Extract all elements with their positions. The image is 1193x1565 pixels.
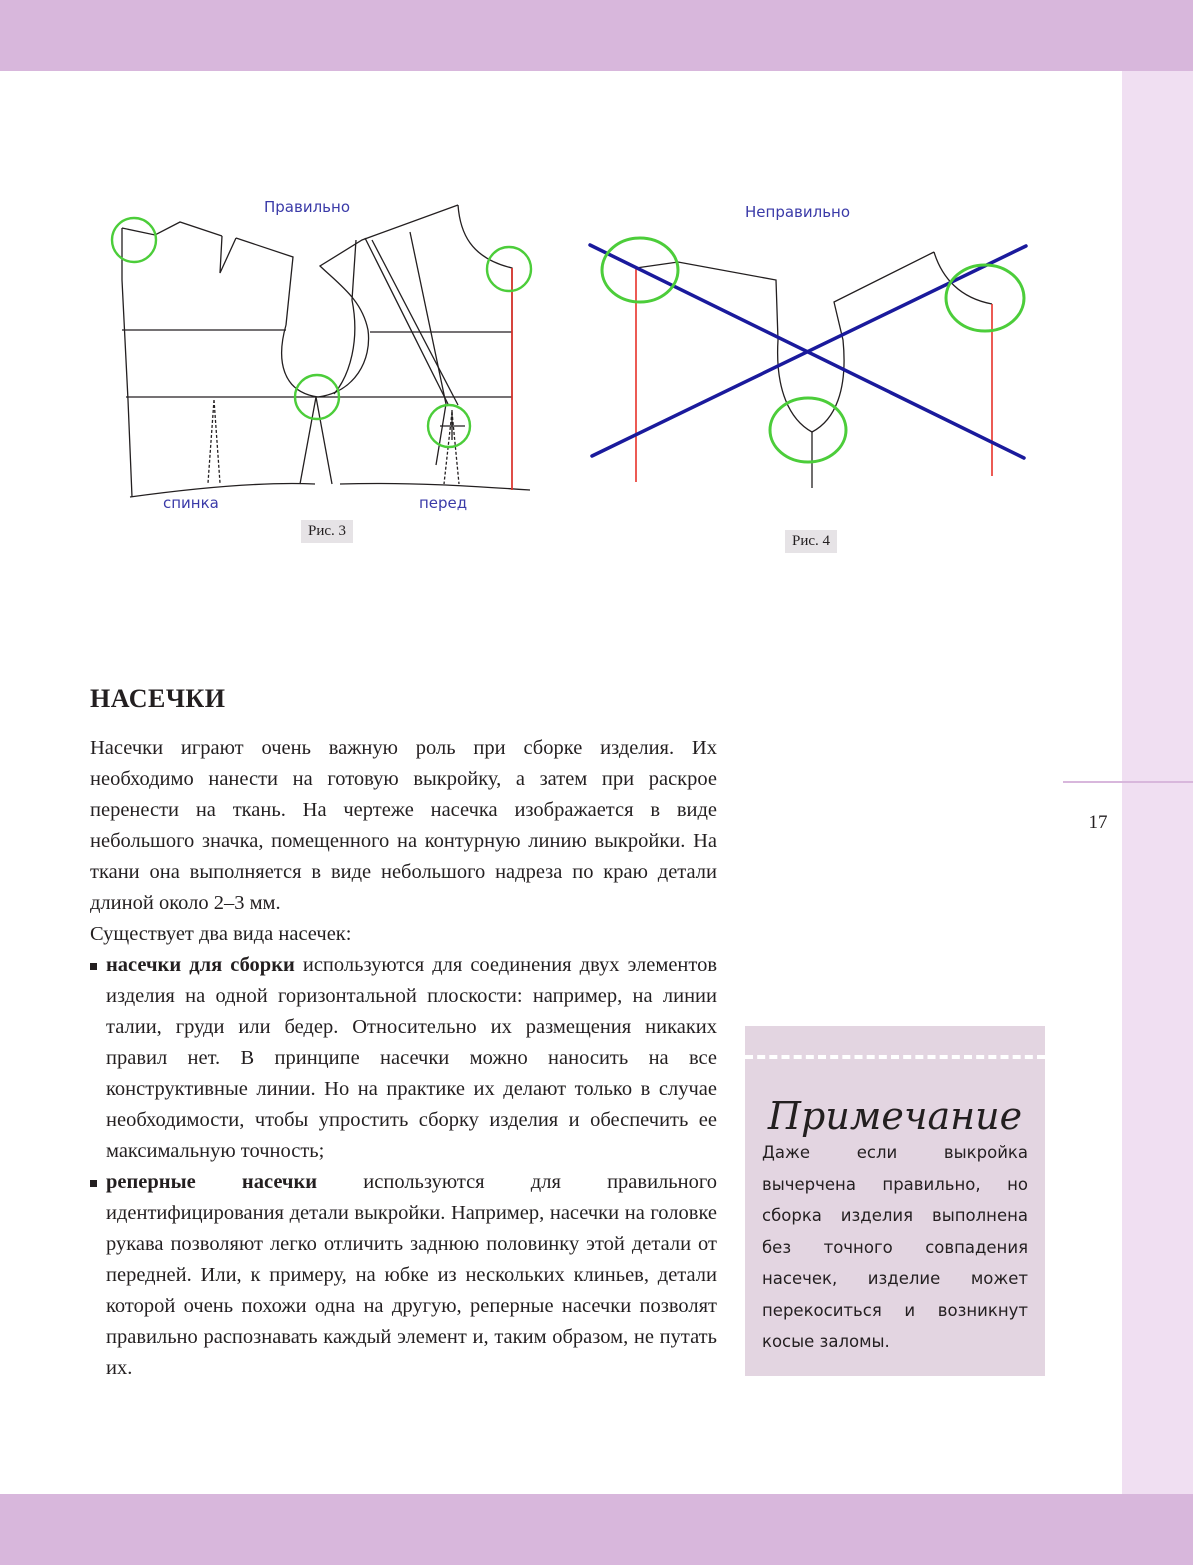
- notch-types-list: [90, 950, 717, 1384]
- note-text: Даже если выкройка вычерчена правильно, но сборка изделия выполнена без точного совпадения насечек, изделие может перекоситься и возникнут косые заломы.: [762, 1143, 1028, 1351]
- note-title: Примечание: [767, 1094, 1023, 1138]
- list-item: [90, 950, 717, 1167]
- figure-3-caption: Рис. 3: [301, 520, 353, 543]
- bottom-band: [0, 1494, 1193, 1565]
- note-dashed-divider: [745, 1055, 1045, 1059]
- list-item: [90, 1167, 717, 1384]
- figure-4-title: Неправильно: [745, 203, 851, 221]
- figure-4-caption: Рис. 4: [785, 530, 837, 553]
- section-heading: НАСЕЧКИ: [90, 684, 226, 713]
- figure-3-label-front: перед: [419, 494, 468, 512]
- types-lead: Существует два вида насечек:: [90, 923, 352, 945]
- list-item-text: используются для соединения двух элементов изделия на одной горизонтальной плоскости: например, на линии талии, груди или бедер. Относительно их размещения никаких правил нет. В принципе насечки можно наносить на все конструктивные линии. Но на практике их делают только в случае необходимости, чтобы упростить сборку изделия и обеспечить ее максимальную точность;: [106, 954, 718, 1162]
- list-item-term: реперные насечки: [106, 1171, 318, 1193]
- figure-3-drawing: [0, 0, 560, 560]
- figure-3-title: Правильно: [264, 198, 350, 216]
- note-box: [745, 1026, 1045, 1376]
- page-number: 17: [1088, 812, 1108, 833]
- intro-paragraph: Насечки играют очень важную роль при сборке изделия. Их необходимо нанести на готовую выкройку, а затем при раскрое перенести на ткань. На чертеже насечка изображается в виде небольшого значка, помещенного на контурную линию выкройки. На ткани она выполняется в виде небольшого надреза по краю детали длиной около 2–3 мм.: [90, 737, 717, 914]
- list-item-text: используются для правильного идентифицирования детали выкройки. Например, насечки на головке рукава позволяют легко отличить заднюю половинку этой детали от передней. Или, к примеру, на юбке из нескольких клиньев, детали которой очень похожи одна на другую, реперные насечки позволят правильно распознавать каждый элемент и, таким образом, не путать их.: [106, 1171, 717, 1379]
- figure-3: [0, 0, 560, 560]
- section-body: [90, 733, 717, 1384]
- figure-4-drawing: [560, 0, 1060, 580]
- page-number-rule: [1063, 781, 1193, 783]
- figure-4: [560, 0, 1060, 580]
- list-item-term: насечки для сборки: [106, 954, 295, 976]
- figure-3-label-back: спинка: [163, 494, 219, 512]
